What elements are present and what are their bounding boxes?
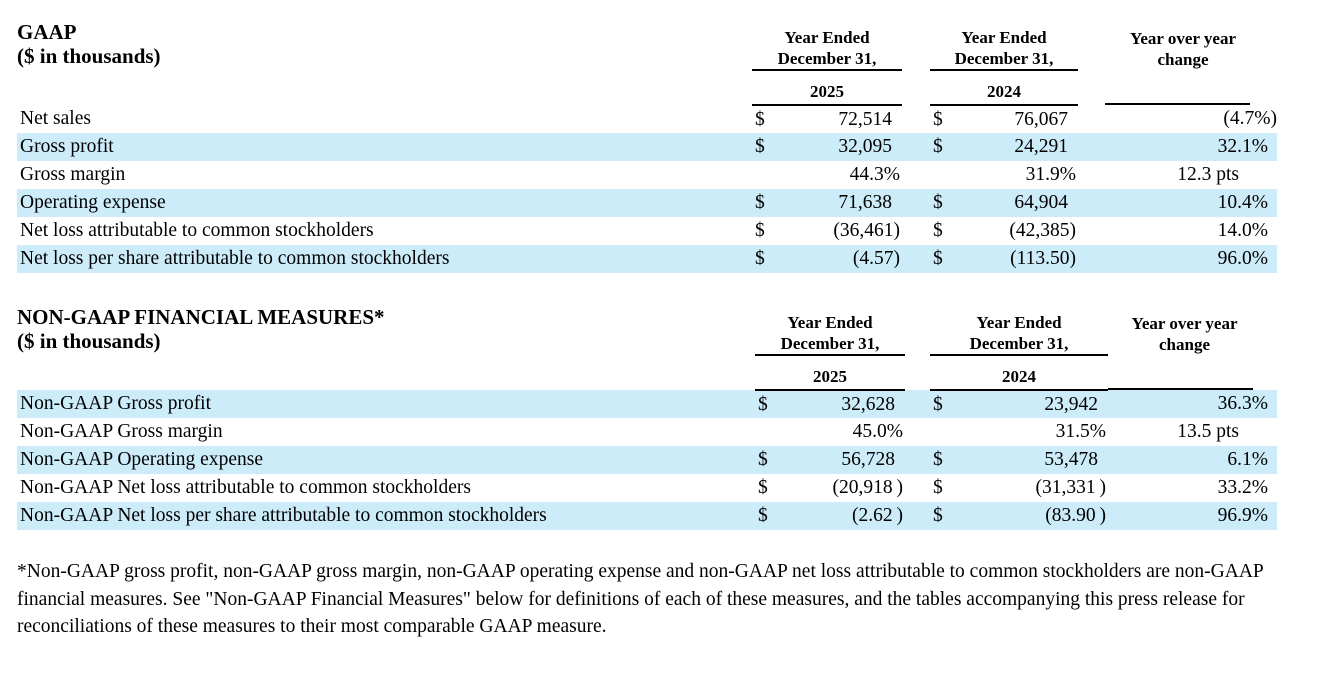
non-gaap-year-2025: 2025 [755,367,905,390]
value-yoy-change: 36.3% [1217,393,1268,414]
currency-symbol: $ [755,192,765,213]
non-gaap-section-title [17,305,755,355]
gaap-col-header-2024: Year Ended December 31, [930,20,1078,70]
value-2025: 71,638 [838,192,892,213]
value-yoy-change: 32.1% [1217,136,1268,157]
row-label: Gross profit [20,136,114,157]
value-2024: 23,942 [1044,393,1098,415]
table-row [17,189,1277,217]
value-2025: 45.0% [852,421,903,442]
currency-symbol [755,418,785,446]
currency-symbol: $ [933,393,943,415]
currency-symbol: $ [933,248,943,269]
currency-symbol: $ [933,505,943,526]
currency-symbol: $ [758,393,768,415]
row-label: Net loss attributable to common stockholders [20,220,374,241]
currency-symbol: $ [755,248,765,269]
gaap-table [17,20,1277,273]
table-row [17,245,1277,273]
row-label: Net sales [20,108,91,129]
row-label: Non-GAAP Net loss attributable to common stockholders [20,477,471,498]
table-row [17,418,1277,446]
value-2024: (113.50) [1010,248,1076,269]
row-label: Non-GAAP Net loss per share attributable to common stockholders [20,505,547,526]
non-gaap-subtitle: ($ in thousands) [17,329,161,353]
value-yoy-change: 96.0% [1217,248,1268,269]
table-row [17,105,1277,133]
table-row [17,133,1277,161]
value-2024: 24,291 [1014,136,1068,157]
gaap-section-title [17,20,752,70]
currency-symbol [930,418,960,446]
yoy-underline [1108,369,1253,390]
gaap-subtitle: ($ in thousands) [17,44,161,68]
row-label: Operating expense [20,192,166,213]
currency-symbol: $ [933,192,943,213]
currency-symbol: $ [755,136,765,157]
non-gaap-col-header-2025: Year Ended December 31, [755,305,905,355]
gaap-col-header-yoy: Year over year change [1129,29,1237,69]
value-yoy-change: 12.3 pts [1177,164,1239,185]
row-label: Non-GAAP Gross margin [20,421,223,442]
value-2024: 64,904 [1014,192,1068,213]
value-yoy-change: 33.2% [1217,477,1268,498]
value-2024: 76,067 [1014,108,1068,130]
currency-symbol: $ [933,136,943,157]
currency-symbol: $ [933,477,943,498]
currency-symbol: $ [758,449,768,470]
value-yoy-change: 10.4% [1217,192,1268,213]
currency-symbol [930,161,960,189]
row-label: Non-GAAP Gross profit [20,393,212,414]
table-row [17,161,1277,189]
value-yoy-change: 96.9% [1217,505,1268,526]
value-2025: (20,918 ) [832,477,903,498]
row-label: Gross margin [20,164,126,185]
currency-symbol: $ [755,108,765,130]
non-gaap-col-header-2024: Year Ended December 31, [930,305,1108,355]
currency-symbol: $ [758,477,768,498]
value-yoy-change: (4.7%) [1223,108,1277,129]
table-row [17,217,1277,245]
non-gaap-title: NON-GAAP FINANCIAL MEASURES* [17,305,385,329]
row-label: Non-GAAP Operating expense [20,449,263,470]
value-yoy-change: 14.0% [1217,220,1268,241]
value-2025: (4.57) [852,248,900,269]
non-gaap-col-header-yoy: Year over year change [1131,314,1238,354]
table-row [17,390,1277,418]
gaap-year-2024: 2024 [930,82,1078,105]
value-2024: 31.5% [1055,421,1106,442]
value-2024: 31.9% [1025,164,1076,185]
table-row [17,502,1277,530]
value-2024: (31,331 ) [1035,477,1106,498]
value-2025: (36,461) [833,220,900,241]
currency-symbol: $ [933,449,943,470]
row-label: Net loss per share attributable to common stockholders [20,248,450,269]
value-2025: (2.62 ) [851,505,903,526]
value-2024: (83.90 ) [1045,505,1106,526]
gaap-title: GAAP [17,20,77,44]
table-row [17,474,1277,502]
currency-symbol: $ [755,220,765,241]
value-2025: 32,095 [838,136,892,157]
value-2024: (42,385) [1009,220,1076,241]
non-gaap-table [17,305,1277,530]
value-yoy-change: 13.5 pts [1177,421,1239,442]
non-gaap-year-2024: 2024 [930,367,1108,390]
yoy-underline [1105,84,1250,105]
value-yoy-change: 6.1% [1227,449,1268,470]
currency-symbol: $ [933,108,943,130]
currency-symbol: $ [933,220,943,241]
gaap-year-2025: 2025 [752,82,902,105]
table-row [17,446,1277,474]
value-2025: 56,728 [841,449,895,470]
value-2025: 72,514 [838,108,892,130]
value-2025: 44.3% [849,164,900,185]
currency-symbol: $ [758,505,768,526]
gaap-col-header-2025: Year Ended December 31, [752,20,902,70]
currency-symbol [752,161,782,189]
value-2025: 32,628 [841,393,895,415]
non-gaap-footnote: *Non-GAAP gross profit, non-GAAP gross margin, non-GAAP operating expense and non-GAAP net loss attributable to common stockholders are non-GAAP financial measures. See "Non-GAAP Financial Measures" below for definitions of each of these measures, and the tables accompanying this press release for reconciliations of these measures to their most comparable GAAP measure. [17,561,1264,637]
value-2024: 53,478 [1044,449,1098,470]
